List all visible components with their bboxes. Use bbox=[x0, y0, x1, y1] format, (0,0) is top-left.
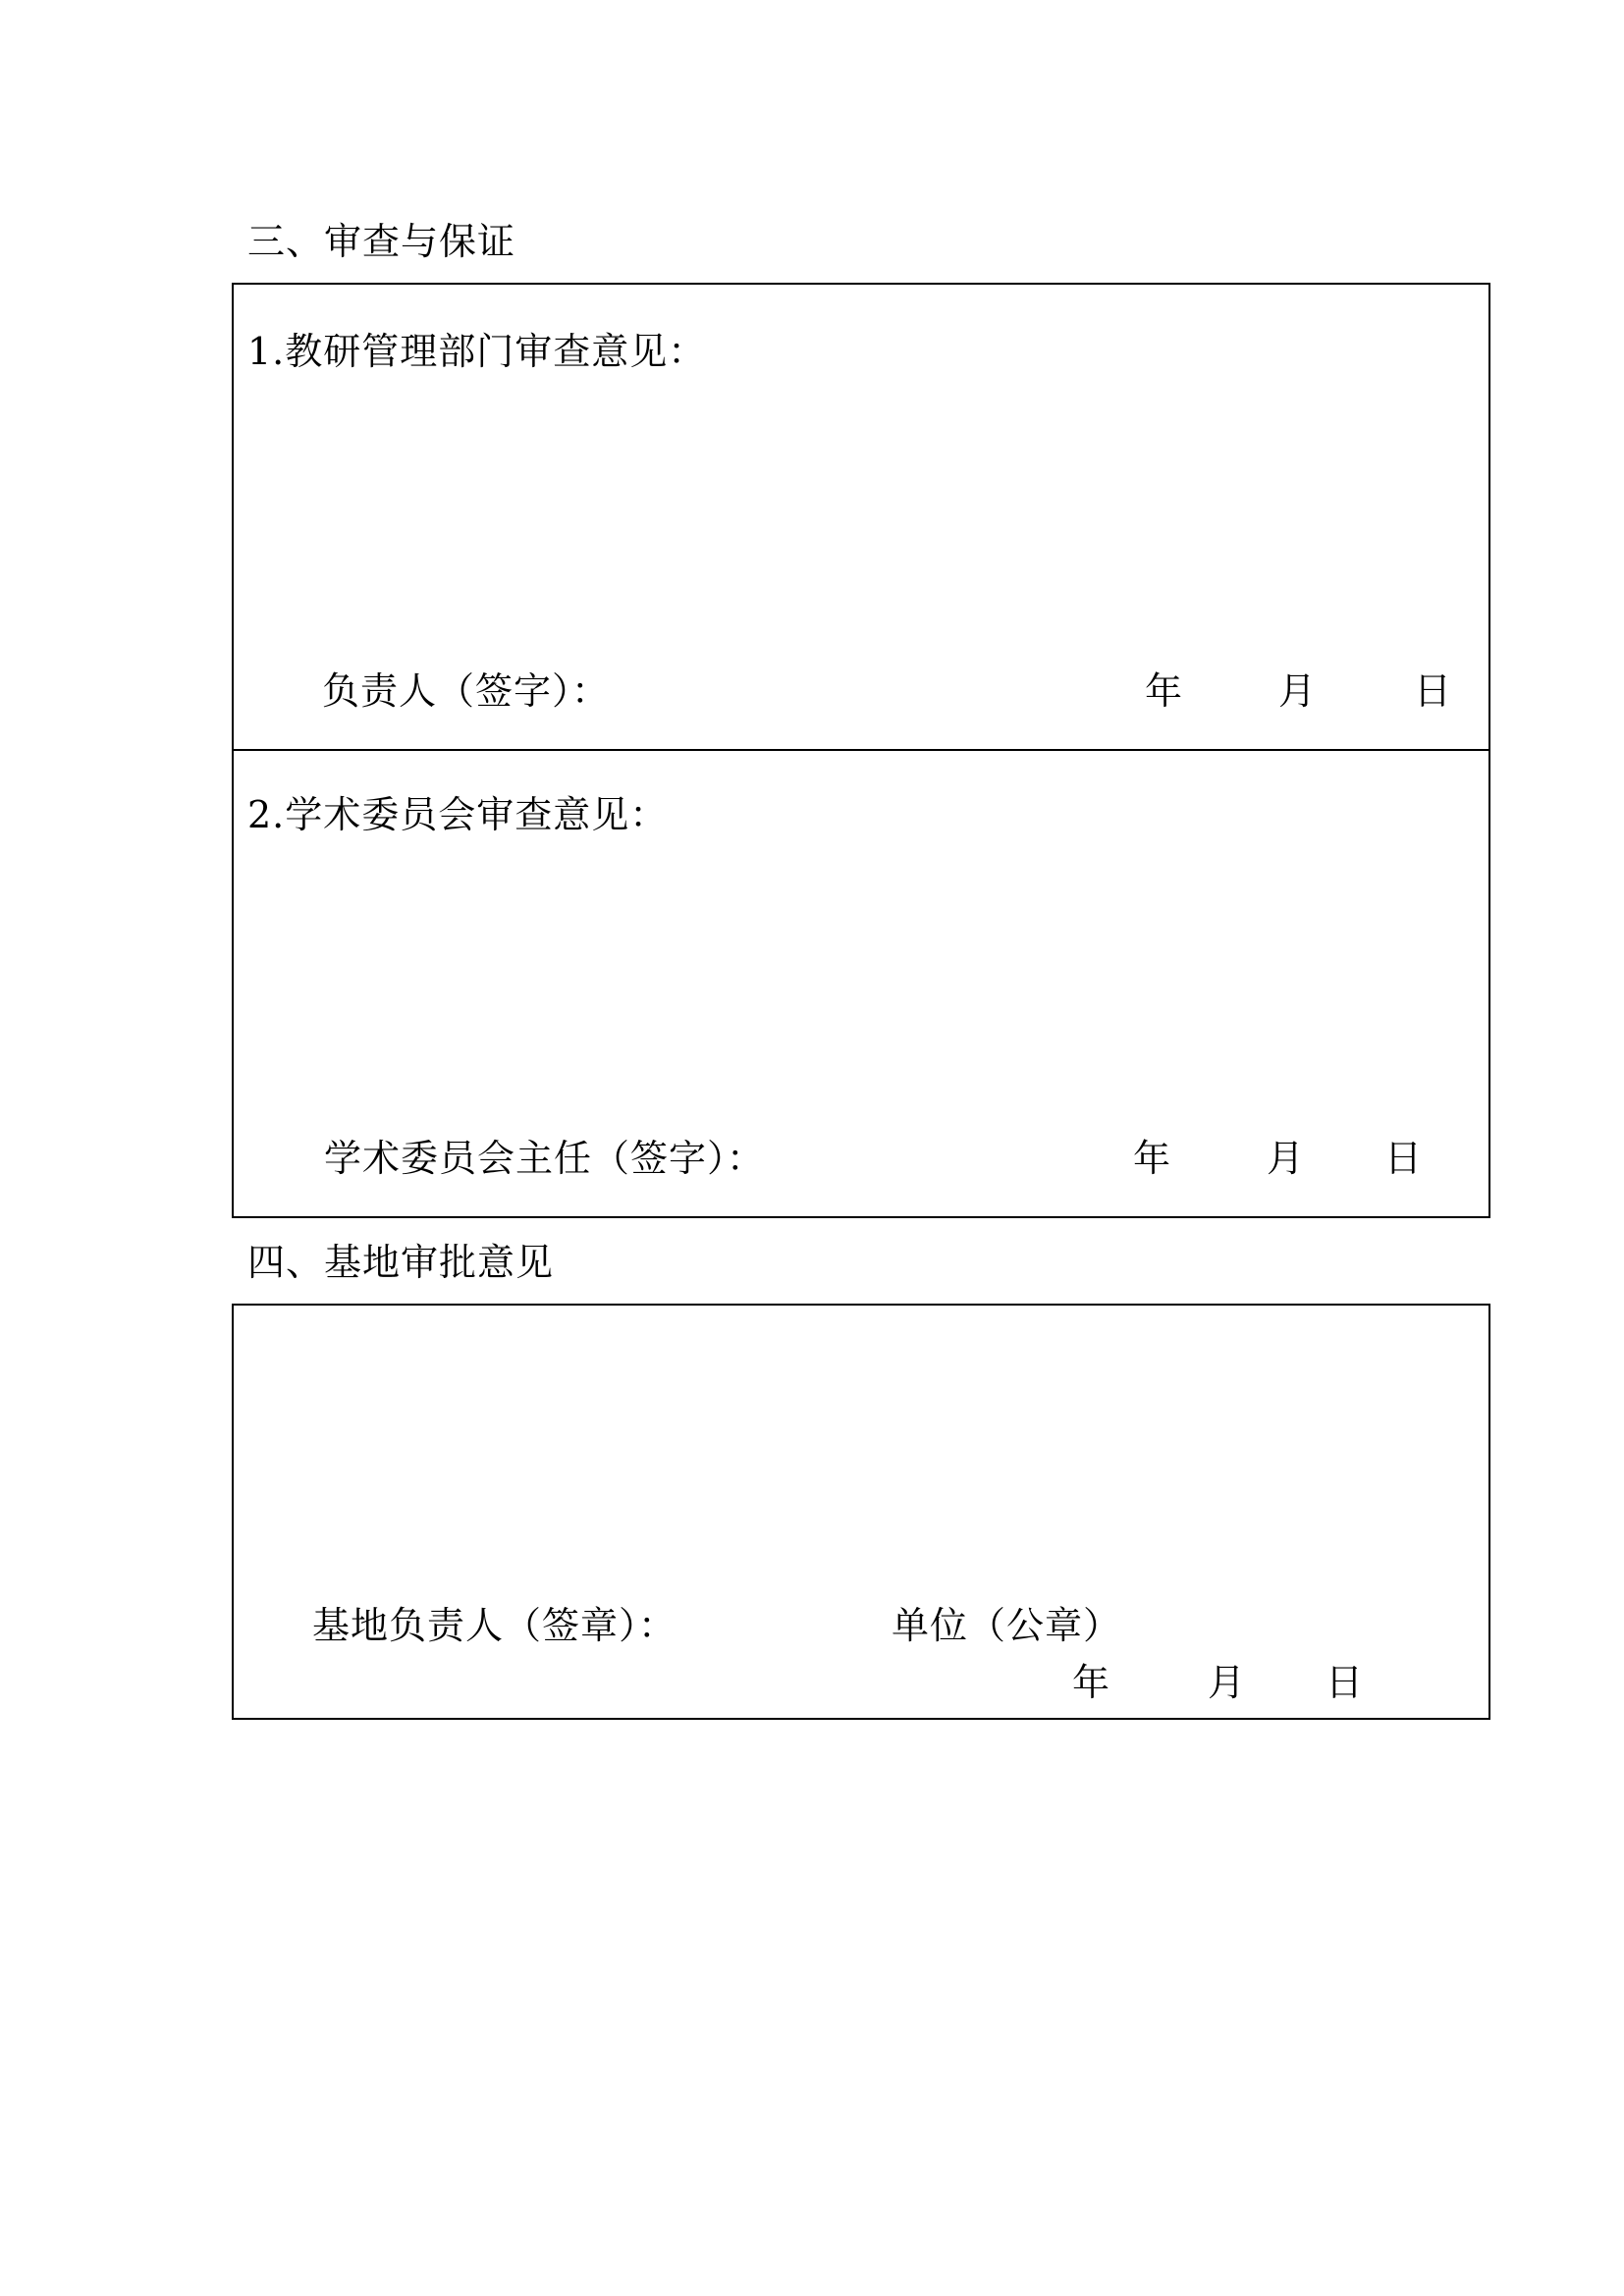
part1-month-label: 月 bbox=[1278, 669, 1318, 713]
part1-year-label: 年 bbox=[1145, 669, 1184, 713]
section4-signature-label: 基地负责人（签章）： bbox=[312, 1604, 677, 1647]
section4-month-label: 月 bbox=[1208, 1661, 1247, 1704]
part2-signature-label: 学术委员会主任（签字）： bbox=[324, 1137, 766, 1180]
section4-year-label: 年 bbox=[1072, 1661, 1111, 1704]
approval-box bbox=[232, 1304, 1490, 1720]
part1-signature-label: 负责人（签字）： bbox=[322, 669, 611, 713]
part2-day-label: 日 bbox=[1384, 1137, 1424, 1180]
review-table-divider bbox=[232, 749, 1490, 751]
part2-month-label: 月 bbox=[1267, 1137, 1306, 1180]
part2-year-label: 年 bbox=[1133, 1137, 1172, 1180]
part1-day-label: 日 bbox=[1414, 669, 1453, 713]
section4-title: 四、基地审批意见 bbox=[247, 1241, 555, 1284]
section4-seal-label: 单位（公章） bbox=[892, 1604, 1122, 1647]
part1-heading: 1.教研管理部门审查意见： bbox=[247, 330, 707, 373]
part2-heading: 2.学术委员会审查意见： bbox=[247, 793, 669, 836]
section4-day-label: 日 bbox=[1326, 1661, 1365, 1704]
section3-title: 三、审查与保证 bbox=[247, 220, 516, 263]
